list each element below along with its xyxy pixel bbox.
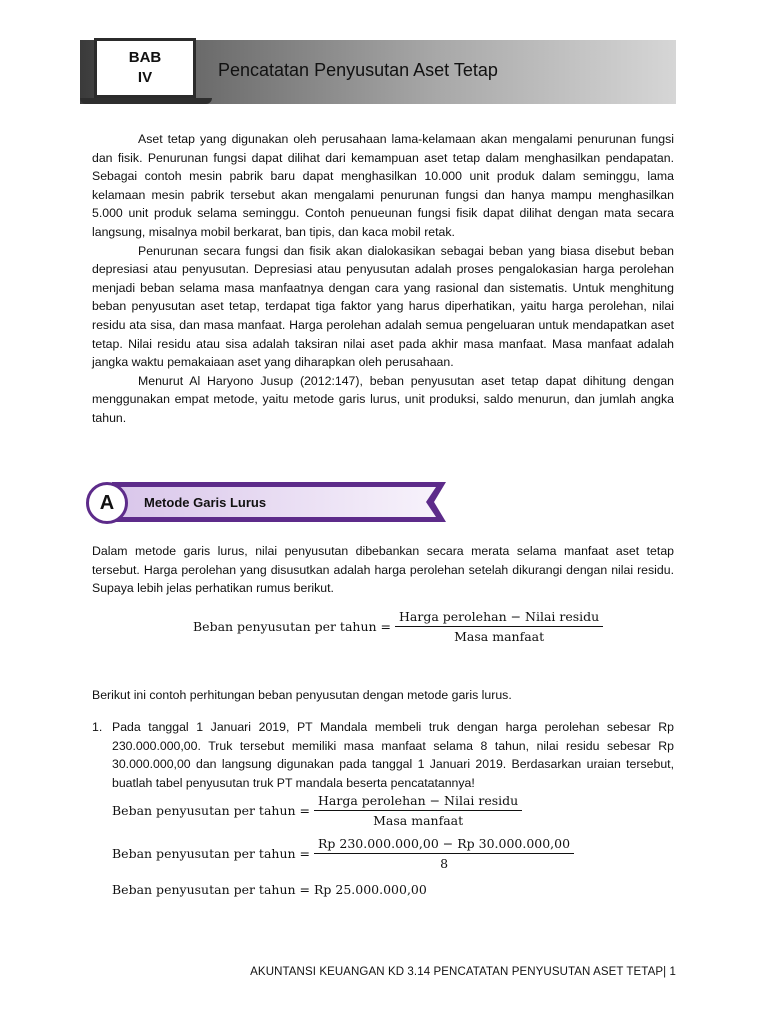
section-paragraph: Dalam metode garis lurus, nilai penyusutan dibebankan secara merata selama manfaat aset tetap tersebut. Harga perolehan yang disusutkan adalah harga perolehan setelah dikurangi dengan nilai residu. Supaya lebih jelas perhatikan rumus berikut.	[92, 544, 674, 596]
example-intro-text: Berikut ini contoh perhitungan beban penyusutan dengan metode garis lurus.	[92, 688, 512, 702]
chapter-label: BAB	[128, 49, 162, 66]
list-item	[92, 718, 674, 792]
section-title: Metode Garis Lurus	[144, 495, 267, 510]
intro-text	[92, 130, 674, 428]
formula-main	[193, 609, 603, 644]
chapter-title: Pencatatan Penyusutan Aset Tetap	[218, 60, 498, 80]
intro-paragraph-2: Penurunan secara fungsi dan fisik akan dialokasikan sebagai beban yang biasa disebut beban depresiasi atau penyusutan. Depresiasi atau penyusutan adalah proses pengalokasian harga perolehan menjadi beban selama masa manfaatnya dengan cara yang rasional dan sistematis. Untuk menghitung beban penyusutan aset tetap, terdapat tiga faktor yang harus diperhatikan, yaitu harga perolehan, nilai residu ata sisa, dan masa manfaat. Harga perolehan adalah semua pengeluaran untuk mendapatkan aset tetap. Nilai residu atau sisa adalah taksiran nilai aset pada akhir masa manfaat. Masa manfaat adalah jangka waktu pemakaiaan aset yang diharapkan oleh perusahaan.	[92, 243, 674, 370]
example-formula-1-fraction	[314, 793, 522, 828]
list-item-text: Pada tanggal 1 Januari 2019, PT Mandala membeli truk dengan harga perolehan sebesar Rp 230.000.000,00. Truk tersebut memiliki masa manfaat selama 8 tahun, nilai residu sebesar Rp 30.000.000,00 dan langsung digunakan pada tanggal 1 Januari 2019. Berdasarkan uraian tersebut, buatlah tabel penyusutan truk PT mandala beserta pencatatannya!	[112, 720, 674, 790]
chapter-number-box	[94, 38, 196, 98]
example-formula-3-text: Beban penyusutan per tahun = Rp 25.000.000,00	[112, 882, 427, 897]
chapter-number: IV	[137, 69, 153, 86]
example-formula-2-fraction	[314, 836, 574, 871]
formula-main-fraction	[395, 609, 603, 644]
page-footer: AKUNTANSI KEUANGAN KD 3.14 PENCATATAN PENYUSUTAN ASET TETAP| 1	[250, 966, 676, 978]
section-letter: A	[99, 491, 115, 514]
intro-paragraph-3: Menurut Al Haryono Jusup (2012:147), beban penyusutan aset tetap dapat dihitung dengan menggunakan empat metode, yaitu metode garis lurus, unit produksi, saldo menurun, dan jumlah angka tahun.	[92, 373, 674, 425]
example-formula-2	[112, 836, 574, 871]
list-item-number: 1.	[92, 720, 103, 734]
intro-paragraph-1: Aset tetap yang digunakan oleh perusahaan lama-kelamaan akan mengalami penurunan fungsi dan fisik. Penurunan fungsi dapat dilihat dari kemampuan aset tetap dalam menghasilkan pendapatan. Sebagai contoh mesin pabrik baru dapat menghasilkan 10.000 unit produk dalam seminggu, lama kelamaan mesin pabrik tersebut akan mengalami penurunan fungsi dan hanya mampu menghasilkan 5.000 unit produk selama seminggu. Contoh penueunan fungsi fisik dapat dilihat dengan mata secara langsung, misalnya mobil berkarat, ban tipis, dan kaca mobil retak.	[92, 132, 674, 239]
laptop-base-icon	[80, 98, 212, 104]
example-formula-2-denominator: 8	[440, 856, 449, 871]
example-formula-3	[112, 882, 427, 897]
formula-main-denominator: Masa manfaat	[454, 629, 545, 644]
example-intro	[92, 686, 674, 705]
section-text	[92, 542, 674, 598]
section-letter-badge	[86, 482, 128, 524]
example-formula-1-denominator: Masa manfaat	[373, 813, 464, 828]
example-formula-1-lhs: Beban penyusutan per tahun =	[112, 803, 311, 818]
formula-main-lhs: Beban penyusutan per tahun =	[193, 619, 392, 634]
example-formula-1-numerator: Harga perolehan − Nilai residu	[314, 793, 522, 811]
example-formula-2-lhs: Beban penyusutan per tahun =	[112, 846, 311, 861]
example-formula-2-numerator: Rp 230.000.000,00 − Rp 30.000.000,00	[314, 836, 574, 854]
example-formula-1	[112, 793, 522, 828]
formula-main-numerator: Harga perolehan − Nilai residu	[395, 609, 603, 627]
